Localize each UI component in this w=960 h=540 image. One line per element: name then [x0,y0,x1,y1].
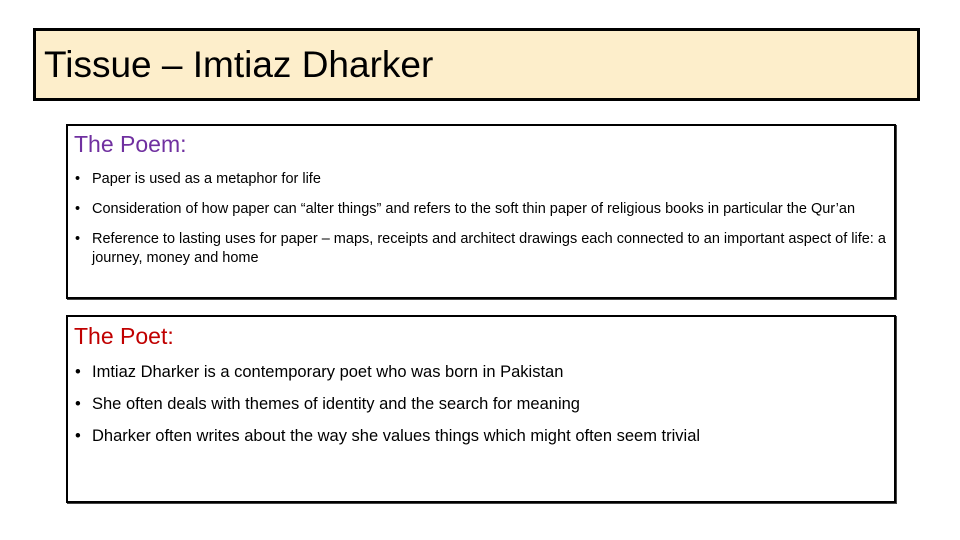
poem-bullet-list [74,170,886,279]
poem-bullet-text: Reference to lasting uses for paper – maps, receipts and architect drawings each connected to an important aspect of life: a journey, money and home [92,231,886,266]
list-item [74,361,886,383]
bullet-icon: • [75,171,81,187]
list-item [74,230,886,268]
bullet-icon: • [75,427,81,445]
list-item [74,393,886,415]
bullet-icon: • [75,395,81,413]
slide-title: Tissue – Imtiaz Dharker [44,44,434,85]
poet-panel [66,315,896,503]
poem-bullet-text: Paper is used as a metaphor for life [92,171,321,187]
title-banner [33,28,920,101]
list-item [74,170,886,189]
list-item [74,425,886,447]
bullet-icon: • [75,231,81,247]
bullet-icon: • [75,201,81,217]
poet-bullet-list [74,361,886,457]
poem-heading: The Poem: [74,131,187,157]
poet-bullet-text: She often deals with themes of identity and the search for meaning [92,395,580,413]
poet-bullet-text: Imtiaz Dharker is a contemporary poet who was born in Pakistan [92,363,564,381]
poem-bullet-text: Consideration of how paper can “alter things” and refers to the soft thin paper of religious books in particular the Qur’an [92,201,856,217]
poem-panel [66,124,896,299]
poet-heading: The Poet: [74,323,174,349]
list-item [74,200,886,219]
poet-bullet-text: Dharker often writes about the way she values things which might often seem trivial [92,427,701,445]
bullet-icon: • [75,363,81,381]
